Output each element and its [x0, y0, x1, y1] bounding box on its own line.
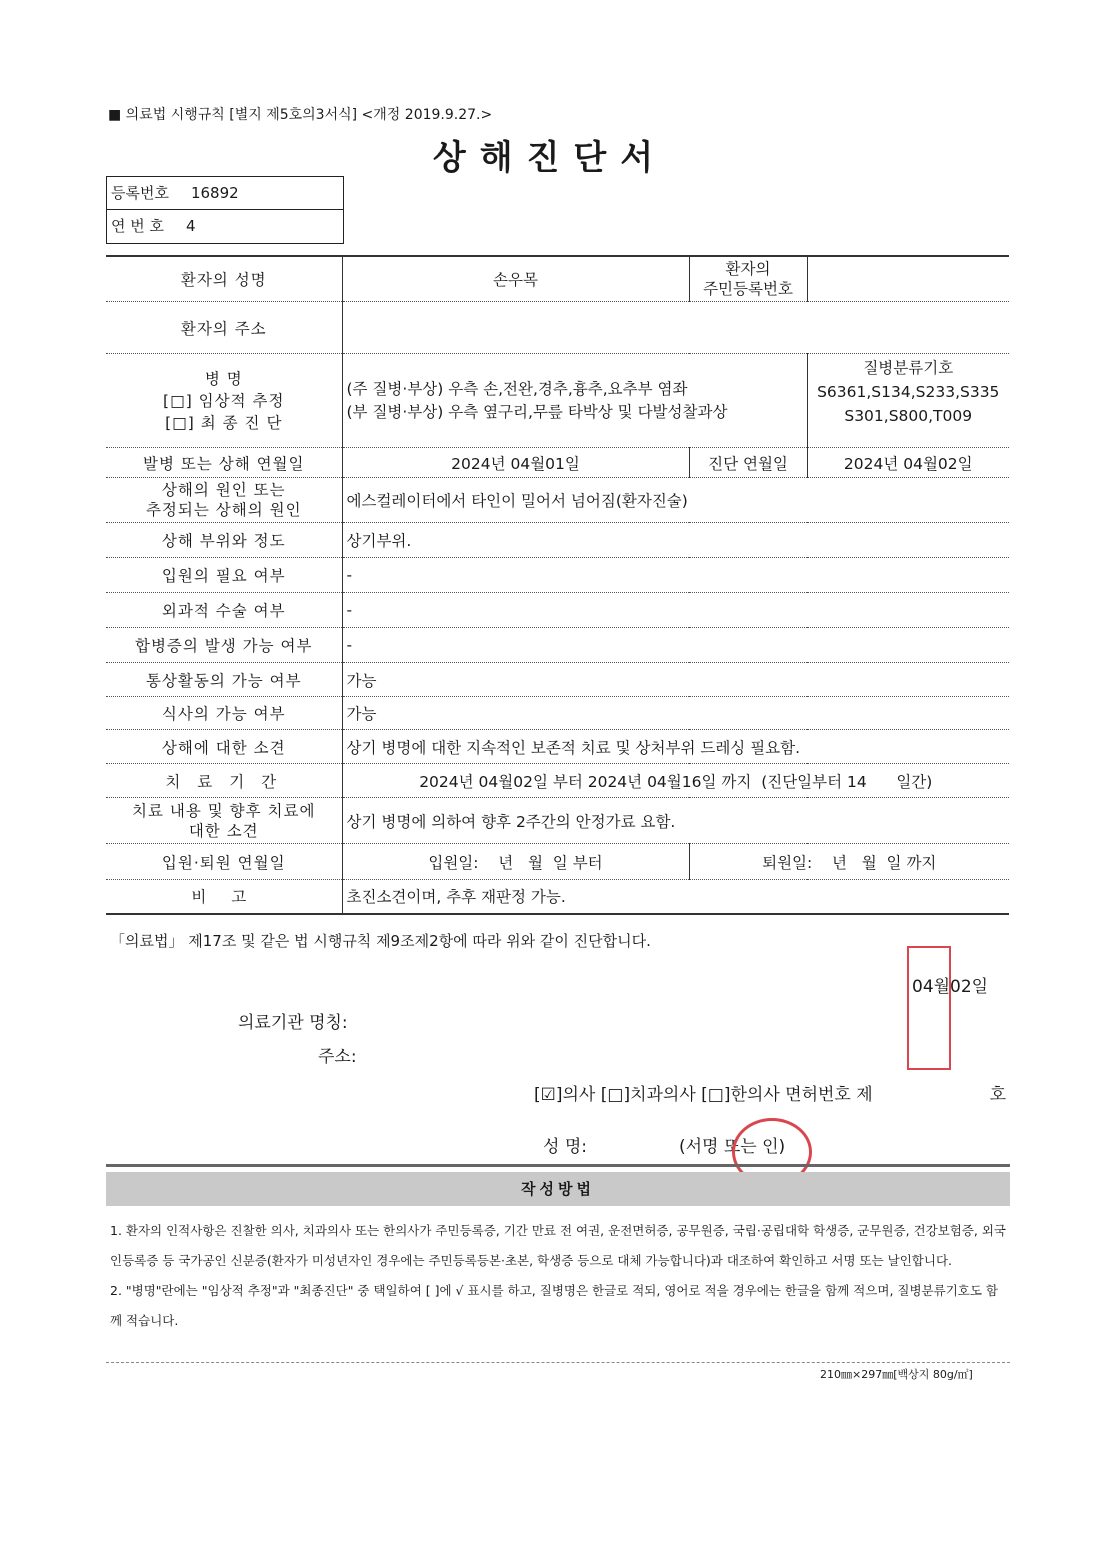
patient-name-row	[106, 256, 1009, 302]
injury-site-value: 상기부위.	[342, 523, 1009, 558]
sub-diagnosis: (부 질병·부상) 우측 옆구리,무릎 타박상 및 다발성찰과상	[346, 402, 728, 421]
surgery-value: -	[342, 593, 1009, 628]
injury-opinion-row	[106, 730, 1009, 764]
admission-row	[106, 844, 1009, 880]
bottom-divider	[106, 1362, 1010, 1363]
treatment-opinion-row	[106, 798, 1009, 844]
surgery-row	[106, 593, 1009, 628]
diagnosis-date-label: 진단 연월일	[689, 448, 807, 478]
instruction-item: 2. "병명"란에는 "임상적 추정"과 "최종진단" 중 택일하여 [ ]에 √ 표시를 하고, 질병명은 한글로 적되, 영어로 적을 경우에는 한글을 함께 적으며, 질병분류기호도 함께 적습니다.	[110, 1283, 998, 1328]
daily-activity-value: 가능	[342, 663, 1009, 697]
section-divider	[106, 1164, 1010, 1167]
injury-site-row	[106, 523, 1009, 558]
meal-label: 식사의 가능 여부	[106, 697, 342, 730]
onset-row	[106, 448, 1009, 478]
instructions	[110, 1216, 1010, 1336]
serial-number-row	[107, 210, 343, 242]
disease-code-label: 질병분류기호	[863, 359, 954, 377]
hospitalization-row	[106, 558, 1009, 593]
institution-name-label: 의료기관 명칭:	[238, 1013, 348, 1033]
hospital-seal-stamp	[907, 946, 951, 1070]
hospitalization-value: -	[342, 558, 1009, 593]
injury-opinion-value: 상기 병명에 대한 지속적인 보존적 치료 및 상처부위 드레싱 필요함.	[342, 730, 1009, 764]
registration-number-label: 등록번호	[111, 184, 169, 202]
cause-label: 상해의 원인 또는 추정되는 상해의 원인	[106, 478, 342, 523]
signature-line	[543, 1132, 786, 1157]
registration-box	[106, 176, 344, 244]
injury-site-label: 상해 부위와 정도	[106, 523, 342, 558]
form-header-note: ■ 의료법 시행규칙 [별지 제5호의3서식] <개정 2019.9.27.>	[108, 107, 493, 123]
daily-activity-row	[106, 663, 1009, 697]
daily-activity-label: 통상활동의 가능 여부	[106, 663, 342, 697]
onset-label: 발병 또는 상해 연월일	[106, 448, 342, 478]
treatment-period-value: 2024년 04월02일 부터 2024년 04월16일 까지 (진단일부터 14 일간)	[342, 764, 1009, 798]
admission-label: 입원·퇴원 연월일	[106, 844, 342, 880]
treatment-period-label: 치 료 기 간	[106, 764, 342, 798]
patient-name-value: 손우목	[342, 256, 689, 302]
instructions-title: 작성방법	[106, 1172, 1010, 1206]
document-title: 상해진단서	[432, 138, 668, 178]
remarks-value: 초진소견이며, 추후 재판정 가능.	[342, 880, 1009, 914]
main-diagnosis: (주 질병·부상) 우측 손,전완,경추,흉추,요추부 염좌	[346, 379, 688, 398]
onset-value: 2024년 04월01일	[342, 448, 689, 478]
serial-number-label: 연 번 호	[111, 217, 165, 235]
complication-value: -	[342, 628, 1009, 663]
hospitalization-label: 입원의 필요 여부	[106, 558, 342, 593]
paper-spec: 210㎜×297㎜[백상지 80g/㎡]	[820, 1368, 973, 1381]
rrn-label: 환자의 주민등록번호	[689, 256, 807, 302]
license-type-text: [☑]의사 [□]치과의사 [□]한의사 면허번호 제	[534, 1085, 873, 1105]
patient-name-label: 환자의 성명	[106, 256, 342, 302]
signature-label: 성 명:	[543, 1137, 587, 1157]
signature-placeholder: (서명 또는 인)	[679, 1137, 786, 1157]
remarks-row	[106, 880, 1009, 914]
legal-statement: 「의료법」 제17조 및 같은 법 시행규칙 제9조제2항에 따라 위와 같이 진단합니다.	[110, 932, 651, 950]
disease-names	[342, 354, 807, 448]
cause-row	[106, 478, 1009, 523]
registration-number-value: 16892	[190, 184, 239, 202]
treatment-opinion-label: 치료 내용 및 향후 치료에 대한 소견	[106, 798, 342, 844]
serial-number-value: 4	[186, 217, 196, 235]
complication-label: 합병증의 발생 가능 여부	[106, 628, 342, 663]
diagnosis-date-value: 2024년 04월02일	[807, 448, 1009, 478]
issue-date: 04월02일	[912, 977, 989, 997]
rrn-value	[807, 256, 1009, 302]
meal-value: 가능	[342, 697, 1009, 730]
institution-address-label: 주소:	[318, 1047, 357, 1067]
license-line	[534, 1080, 1010, 1105]
remarks-label: 비 고	[106, 880, 342, 914]
treatment-period-row	[106, 764, 1009, 798]
patient-address-value	[342, 302, 1009, 354]
cause-value: 에스컬레이터에서 타인이 밀어서 넘어짐(환자진술)	[342, 478, 1009, 523]
patient-address-row	[106, 302, 1009, 354]
admission-out: 퇴원일: 년 월 일 까지	[689, 844, 1009, 880]
treatment-opinion-value: 상기 병명에 의하여 향후 2주간의 안정가료 요함.	[342, 798, 1009, 844]
registration-number-row	[107, 177, 343, 210]
disease-codes-line1: S6361,S134,S233,S335	[817, 383, 1000, 401]
surgery-label: 외과적 수술 여부	[106, 593, 342, 628]
complication-row	[106, 628, 1009, 663]
patient-address-label: 환자의 주소	[106, 302, 342, 354]
license-suffix: 호	[989, 1085, 1006, 1105]
diagnosis-table	[106, 255, 1009, 915]
admission-in: 입원일: 년 월 일 부터	[342, 844, 689, 880]
injury-opinion-label: 상해에 대한 소견	[106, 730, 342, 764]
disease-label: 병 명 [□] 임상적 추정 [□] 최 종 진 단	[106, 354, 342, 448]
instruction-item: 1. 환자의 인적사항은 진찰한 의사, 치과의사 또는 한의사가 주민등록증, 기간 만료 전 여권, 운전면허증, 공무원증, 국립·공립대학 학생증, 군무원증, 건강보험증, 외국인등록증 등 국가공인 신분증(환자가 미성년자인 경우에는 주민등록등본·초본, 학생증 등으로 대체 가능합니다)과 대조하여 확인하고 서명 또는 날인합니다.	[110, 1223, 1006, 1268]
disease-codes	[807, 354, 1009, 448]
disease-codes-line2: S301,S800,T009	[844, 407, 973, 425]
meal-row	[106, 697, 1009, 730]
disease-row	[106, 354, 1009, 448]
